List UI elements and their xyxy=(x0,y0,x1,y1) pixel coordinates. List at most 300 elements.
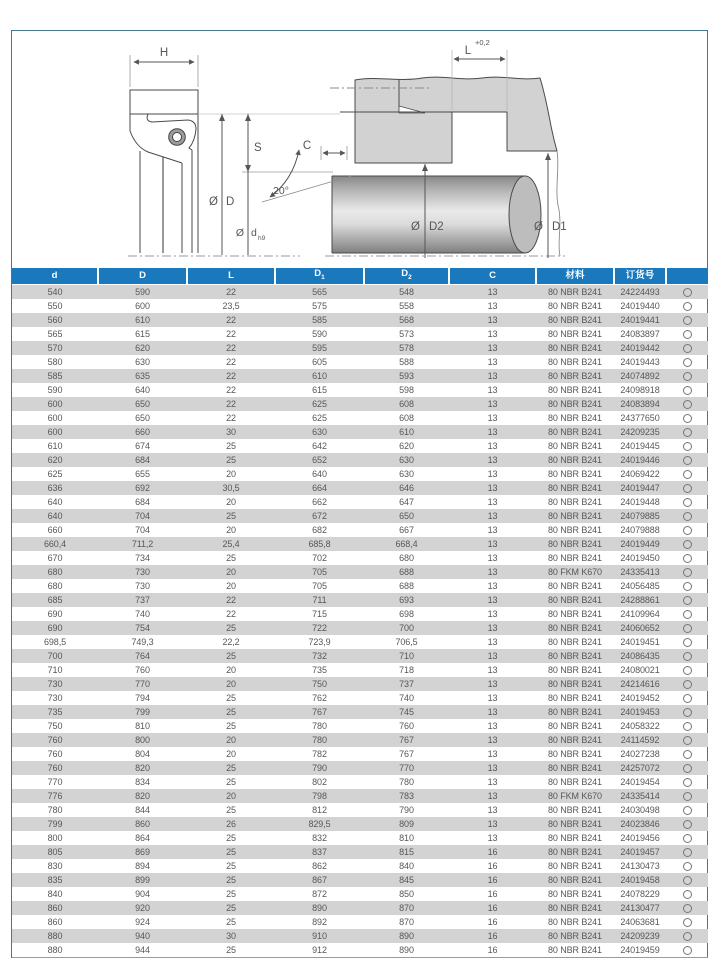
dim-label-h: H xyxy=(159,47,169,59)
table-cell: 940 xyxy=(135,930,150,941)
status-cell xyxy=(666,341,708,355)
table-cell: 80 NBR B241 xyxy=(548,398,602,409)
table-cell: 22 xyxy=(226,314,236,325)
table-cell: 22 xyxy=(226,356,236,367)
table-cell: 600 xyxy=(135,300,150,311)
table-cell: 80 NBR B241 xyxy=(548,426,602,437)
table-row xyxy=(12,355,708,369)
availability-circle-icon xyxy=(683,456,692,465)
table-cell: 680 xyxy=(47,566,63,577)
table-cell: 80 FKM K670 xyxy=(548,790,602,801)
dia-symbol: Ø xyxy=(209,196,218,208)
status-cell xyxy=(666,509,708,523)
table-cell: 24109964 xyxy=(620,608,660,619)
table-cell: 608 xyxy=(399,398,414,409)
table-cell: 625 xyxy=(47,468,63,479)
table-cell: 565 xyxy=(47,328,63,339)
table-cell: 13 xyxy=(487,300,498,311)
table-cell: 24288861 xyxy=(620,594,660,605)
table-cell: 684 xyxy=(135,496,150,507)
table-cell: 30 xyxy=(226,930,236,941)
table-cell: 635 xyxy=(135,370,150,381)
table-cell: 13 xyxy=(487,720,498,731)
availability-circle-icon xyxy=(683,778,692,787)
table-cell: 944 xyxy=(135,944,150,955)
table-cell: 548 xyxy=(399,286,414,297)
availability-circle-icon xyxy=(683,792,692,801)
table-cell: 585 xyxy=(312,314,327,325)
table-cell: 25 xyxy=(226,510,236,521)
table-cell: 80 NBR B241 xyxy=(548,412,602,423)
table-cell: 25 xyxy=(226,902,236,913)
table-cell: 860 xyxy=(47,902,63,913)
status-cell xyxy=(666,663,708,677)
availability-circle-icon xyxy=(683,876,692,885)
table-cell: 22 xyxy=(226,608,236,619)
table-cell: 722 xyxy=(312,622,327,633)
table-row xyxy=(12,775,708,789)
status-cell xyxy=(666,411,708,425)
table-row xyxy=(12,284,708,299)
table-cell: 704 xyxy=(135,510,150,521)
table-cell: 804 xyxy=(135,748,150,759)
table-cell: 13 xyxy=(487,482,498,493)
table-cell: 710 xyxy=(399,650,414,661)
table-cell: 710 xyxy=(47,664,63,675)
table-cell: 776 xyxy=(47,790,63,801)
dim-label-d2: D2 xyxy=(429,221,444,233)
availability-circle-icon xyxy=(683,848,692,857)
seal-profile xyxy=(130,55,198,253)
table-cell: 24209239 xyxy=(620,930,660,941)
table-cell: 20 xyxy=(226,734,236,745)
status-cell xyxy=(666,887,708,901)
table-cell: 590 xyxy=(312,328,327,339)
table-cell: 13 xyxy=(487,356,498,367)
table-cell: 80 NBR B241 xyxy=(548,930,602,941)
status-cell xyxy=(666,313,708,327)
table-cell: 840 xyxy=(47,888,63,899)
table-cell: 80 NBR B241 xyxy=(548,496,602,507)
table-cell: 22 xyxy=(226,412,236,423)
table-cell: 550 xyxy=(47,300,63,311)
availability-circle-icon xyxy=(683,694,692,703)
availability-circle-icon xyxy=(683,890,692,899)
dim-label-c: C xyxy=(302,140,312,152)
table-cell: 840 xyxy=(399,860,414,871)
table-cell: 13 xyxy=(487,776,498,787)
availability-circle-icon xyxy=(683,932,692,941)
table-cell: 80 NBR B241 xyxy=(548,594,602,605)
table-cell: 80 NBR B241 xyxy=(548,818,602,829)
table-cell: 705 xyxy=(312,566,327,577)
table-cell: 13 xyxy=(487,636,498,647)
table-cell: 610 xyxy=(135,314,150,325)
table-cell: 636 xyxy=(47,482,63,493)
availability-circle-icon xyxy=(683,414,692,423)
table-cell: 24023846 xyxy=(620,818,660,829)
table-cell: 24027238 xyxy=(620,748,660,759)
status-cell xyxy=(666,453,708,467)
table-cell: 764 xyxy=(135,650,150,661)
dim-label-shaft-diameter: d xyxy=(251,227,257,239)
table-cell: 800 xyxy=(47,832,63,843)
table-cell: 25 xyxy=(226,860,236,871)
table-cell: 684 xyxy=(135,454,150,465)
table-cell: 20 xyxy=(226,496,236,507)
table-cell: 568 xyxy=(399,314,414,325)
table-row xyxy=(12,341,708,355)
availability-circle-icon xyxy=(683,526,692,535)
table-cell: 872 xyxy=(312,888,327,899)
table-cell: 815 xyxy=(399,846,414,857)
table-cell: 837 xyxy=(312,846,327,857)
table-cell: 735 xyxy=(47,706,63,717)
table-row xyxy=(12,411,708,425)
table-cell: 22 xyxy=(226,342,236,353)
table-cell: 30,5 xyxy=(222,482,240,493)
technical-drawing xyxy=(12,30,708,268)
status-cell xyxy=(666,397,708,411)
status-cell xyxy=(666,733,708,747)
table-cell: 767 xyxy=(312,706,327,717)
table-cell: 13 xyxy=(487,762,498,773)
table-cell: 22 xyxy=(226,594,236,605)
table-cell: 25 xyxy=(226,692,236,703)
table-cell: 80 NBR B241 xyxy=(548,622,602,633)
table-cell: 692 xyxy=(135,482,150,493)
table-cell: 610 xyxy=(47,440,63,451)
table-cell: 924 xyxy=(135,916,150,927)
table-cell: 24019451 xyxy=(620,636,660,647)
table-cell: 20 xyxy=(226,566,236,577)
table-cell: 667 xyxy=(399,524,414,535)
availability-circle-icon xyxy=(683,820,692,829)
table-cell: 560 xyxy=(47,314,63,325)
column-header-D: $D_1$ xyxy=(275,268,364,284)
dia-symbol: Ø xyxy=(411,221,420,233)
availability-circle-icon xyxy=(683,428,692,437)
status-cell xyxy=(666,439,708,453)
table-cell: 780 xyxy=(47,804,63,815)
table-cell: 24019457 xyxy=(620,846,660,857)
table-cell: 80 NBR B241 xyxy=(548,524,602,535)
table-cell: 630 xyxy=(135,356,150,367)
table-cell: 600 xyxy=(47,398,63,409)
table-cell: 13 xyxy=(487,440,498,451)
table-cell: 13 xyxy=(487,328,498,339)
table-row xyxy=(12,537,708,551)
table-cell: 812 xyxy=(312,804,327,815)
table-cell: 558 xyxy=(399,300,414,311)
status-cell xyxy=(666,775,708,789)
table-cell: 24074892 xyxy=(620,370,660,381)
table-cell: 573 xyxy=(399,328,414,339)
status-cell xyxy=(666,284,708,299)
table-row xyxy=(12,817,708,831)
table-cell: 870 xyxy=(399,916,414,927)
table-cell: 13 xyxy=(487,580,498,591)
table-cell: 655 xyxy=(135,468,150,479)
table-row xyxy=(12,565,708,579)
table-cell: 834 xyxy=(135,776,150,787)
status-cell xyxy=(666,691,708,705)
table-cell: 80 NBR B241 xyxy=(548,888,602,899)
availability-circle-icon xyxy=(683,540,692,549)
table-cell: 730 xyxy=(135,580,150,591)
table-header-row xyxy=(12,268,708,284)
column-header-订货号: 订货号 xyxy=(614,268,666,284)
table-cell: 880 xyxy=(47,944,63,955)
table-row xyxy=(12,859,708,873)
table-cell: 13 xyxy=(487,650,498,661)
status-cell xyxy=(666,747,708,761)
table-cell: 664 xyxy=(312,482,327,493)
table-cell: 13 xyxy=(487,524,498,535)
table-cell: 734 xyxy=(135,552,150,563)
table-cell: 25 xyxy=(226,552,236,563)
table-cell: 13 xyxy=(487,832,498,843)
table-cell: 80 NBR B241 xyxy=(548,300,602,311)
table-cell: 890 xyxy=(399,944,414,955)
table-cell: 24083894 xyxy=(620,398,660,409)
table-row xyxy=(12,915,708,929)
availability-circle-icon xyxy=(683,358,692,367)
table-cell: 24130473 xyxy=(620,860,660,871)
table-cell: 24019450 xyxy=(620,552,660,563)
availability-circle-icon xyxy=(683,750,692,759)
table-cell: 682 xyxy=(312,524,327,535)
table-cell: 625 xyxy=(312,412,327,423)
table-row xyxy=(12,901,708,915)
table-cell: 760 xyxy=(399,720,414,731)
table-cell: 13 xyxy=(487,412,498,423)
availability-circle-icon xyxy=(683,316,692,325)
table-cell: 754 xyxy=(135,622,150,633)
availability-circle-icon xyxy=(683,862,692,871)
table-cell: 892 xyxy=(312,916,327,927)
column-header-D: $D_2$ xyxy=(364,268,449,284)
table-cell: 24056485 xyxy=(620,580,660,591)
table-cell: 740 xyxy=(135,608,150,619)
status-cell xyxy=(666,565,708,579)
availability-circle-icon xyxy=(683,582,692,591)
table-cell: 711 xyxy=(312,594,327,605)
table-row xyxy=(12,453,708,467)
table-cell: 647 xyxy=(399,496,414,507)
table-row xyxy=(12,649,708,663)
table-cell: 770 xyxy=(399,762,414,773)
table-cell: 595 xyxy=(312,342,327,353)
availability-circle-icon xyxy=(683,736,692,745)
status-cell xyxy=(666,355,708,369)
table-cell: 24019440 xyxy=(620,300,660,311)
table-cell: 805 xyxy=(47,846,63,857)
table-cell: 630 xyxy=(399,468,414,479)
table-cell: 24063681 xyxy=(620,916,660,927)
availability-circle-icon xyxy=(683,512,692,521)
table-cell: 688 xyxy=(399,580,414,591)
table-cell: 625 xyxy=(312,398,327,409)
column-header-d: d xyxy=(12,268,98,284)
table-cell: 24079888 xyxy=(620,524,660,535)
table-cell: 22,2 xyxy=(222,636,240,647)
dim-label-outer-diameter: D xyxy=(226,196,235,208)
status-cell xyxy=(666,369,708,383)
table-cell: 650 xyxy=(135,398,150,409)
table-cell: 760 xyxy=(135,664,150,675)
table-cell: 730 xyxy=(135,566,150,577)
table-cell: 702 xyxy=(312,552,327,563)
status-cell xyxy=(666,719,708,733)
table-cell: 737 xyxy=(399,678,414,689)
table-cell: 25 xyxy=(226,874,236,885)
table-cell: 642 xyxy=(312,440,327,451)
table-cell: 24335414 xyxy=(620,790,660,801)
table-cell: 690 xyxy=(47,608,63,619)
table-cell: 750 xyxy=(312,678,327,689)
availability-circle-icon xyxy=(683,470,692,479)
status-cell xyxy=(666,649,708,663)
table-cell: 13 xyxy=(487,692,498,703)
table-cell: 13 xyxy=(487,678,498,689)
table-cell: 80 NBR B241 xyxy=(548,692,602,703)
table-cell: 660 xyxy=(47,524,63,535)
table-cell: 685 xyxy=(47,594,63,605)
table-cell: 660 xyxy=(135,426,150,437)
availability-circle-icon xyxy=(683,666,692,675)
status-cell xyxy=(666,467,708,481)
table-cell: 704 xyxy=(135,524,150,535)
table-cell: 662 xyxy=(312,496,327,507)
availability-circle-icon xyxy=(683,638,692,647)
status-cell xyxy=(666,901,708,915)
table-cell: 598 xyxy=(399,384,414,395)
table-cell: 24209235 xyxy=(620,426,660,437)
table-row xyxy=(12,803,708,817)
table-cell: 904 xyxy=(135,888,150,899)
table-cell: 25 xyxy=(226,846,236,857)
table-cell: 570 xyxy=(47,342,63,353)
table-cell: 13 xyxy=(487,496,498,507)
table-cell: 80 NBR B241 xyxy=(548,538,602,549)
table-cell: 782 xyxy=(312,748,327,759)
table-cell: 600 xyxy=(47,426,63,437)
table-cell: 860 xyxy=(135,818,150,829)
table-cell: 25 xyxy=(226,650,236,661)
table-cell: 20 xyxy=(226,580,236,591)
table-cell: 799 xyxy=(135,706,150,717)
table-cell: 809 xyxy=(399,818,414,829)
table-cell: 780 xyxy=(312,720,327,731)
table-cell: 13 xyxy=(487,342,498,353)
table-row xyxy=(12,719,708,733)
table-cell: 783 xyxy=(399,790,414,801)
table-cell: 740 xyxy=(399,692,414,703)
table-row xyxy=(12,439,708,453)
table-cell: 80 NBR B241 xyxy=(548,510,602,521)
table-cell: 13 xyxy=(487,594,498,605)
table-cell: 750 xyxy=(47,720,63,731)
table-cell: 610 xyxy=(312,370,327,381)
table-cell: 575 xyxy=(312,300,327,311)
status-cell xyxy=(666,831,708,845)
table-cell: 22 xyxy=(226,328,236,339)
status-cell xyxy=(666,761,708,775)
table-cell: 80 NBR B241 xyxy=(548,706,602,717)
table-cell: 24019452 xyxy=(620,692,660,703)
status-cell xyxy=(666,621,708,635)
table-cell: 16 xyxy=(487,874,498,885)
table-cell: 830 xyxy=(47,860,63,871)
table-cell: 80 NBR B241 xyxy=(548,860,602,871)
table-cell: 912 xyxy=(312,944,327,955)
table-cell: 25 xyxy=(226,706,236,717)
table-cell: 80 NBR B241 xyxy=(548,664,602,675)
table-cell: 25 xyxy=(226,944,236,955)
status-cell xyxy=(666,551,708,565)
table-cell: 24019447 xyxy=(620,482,660,493)
table-cell: 24335413 xyxy=(620,566,660,577)
table-row xyxy=(12,467,708,481)
table-cell: 685,8 xyxy=(308,538,331,549)
table-cell: 16 xyxy=(487,888,498,899)
table-cell: 22 xyxy=(226,398,236,409)
table-cell: 630 xyxy=(399,454,414,465)
table-row xyxy=(12,733,708,747)
table-cell: 610 xyxy=(399,426,414,437)
table-cell: 80 NBR B241 xyxy=(548,636,602,647)
table-cell: 24214616 xyxy=(620,678,660,689)
table-cell: 810 xyxy=(399,832,414,843)
table-cell: 767 xyxy=(399,734,414,745)
table-cell: 705 xyxy=(312,580,327,591)
table-row xyxy=(12,635,708,649)
table-cell: 715 xyxy=(312,608,327,619)
table-cell: 650 xyxy=(135,412,150,423)
table-cell: 80 NBR B241 xyxy=(548,748,602,759)
table-cell: 80 NBR B241 xyxy=(548,874,602,885)
table-row xyxy=(12,929,708,943)
table-cell: 80 NBR B241 xyxy=(548,314,602,325)
table-cell: 80 FKM K670 xyxy=(548,566,602,577)
table-cell: 13 xyxy=(487,426,498,437)
table-row xyxy=(12,425,708,439)
table-cell: 24257072 xyxy=(620,762,660,773)
table-cell: 845 xyxy=(399,874,414,885)
table-cell: 13 xyxy=(487,510,498,521)
shaft-cylinder xyxy=(332,176,541,253)
table-cell: 760 xyxy=(47,762,63,773)
table-cell: 615 xyxy=(312,384,327,395)
status-cell xyxy=(666,635,708,649)
table-cell: 13 xyxy=(487,538,498,549)
table-cell: 20 xyxy=(226,664,236,675)
table-cell: 13 xyxy=(487,790,498,801)
table-row xyxy=(12,509,708,523)
table-cell: 890 xyxy=(312,902,327,913)
status-cell xyxy=(666,929,708,943)
status-cell xyxy=(666,915,708,929)
table-row xyxy=(12,579,708,593)
table-cell: 80 NBR B241 xyxy=(548,286,602,297)
table-cell: 867 xyxy=(312,874,327,885)
table-row xyxy=(12,789,708,803)
table-cell: 80 NBR B241 xyxy=(548,678,602,689)
table-cell: 24114592 xyxy=(620,734,660,745)
table-cell: 20 xyxy=(226,790,236,801)
table-cell: 25,4 xyxy=(222,538,240,549)
